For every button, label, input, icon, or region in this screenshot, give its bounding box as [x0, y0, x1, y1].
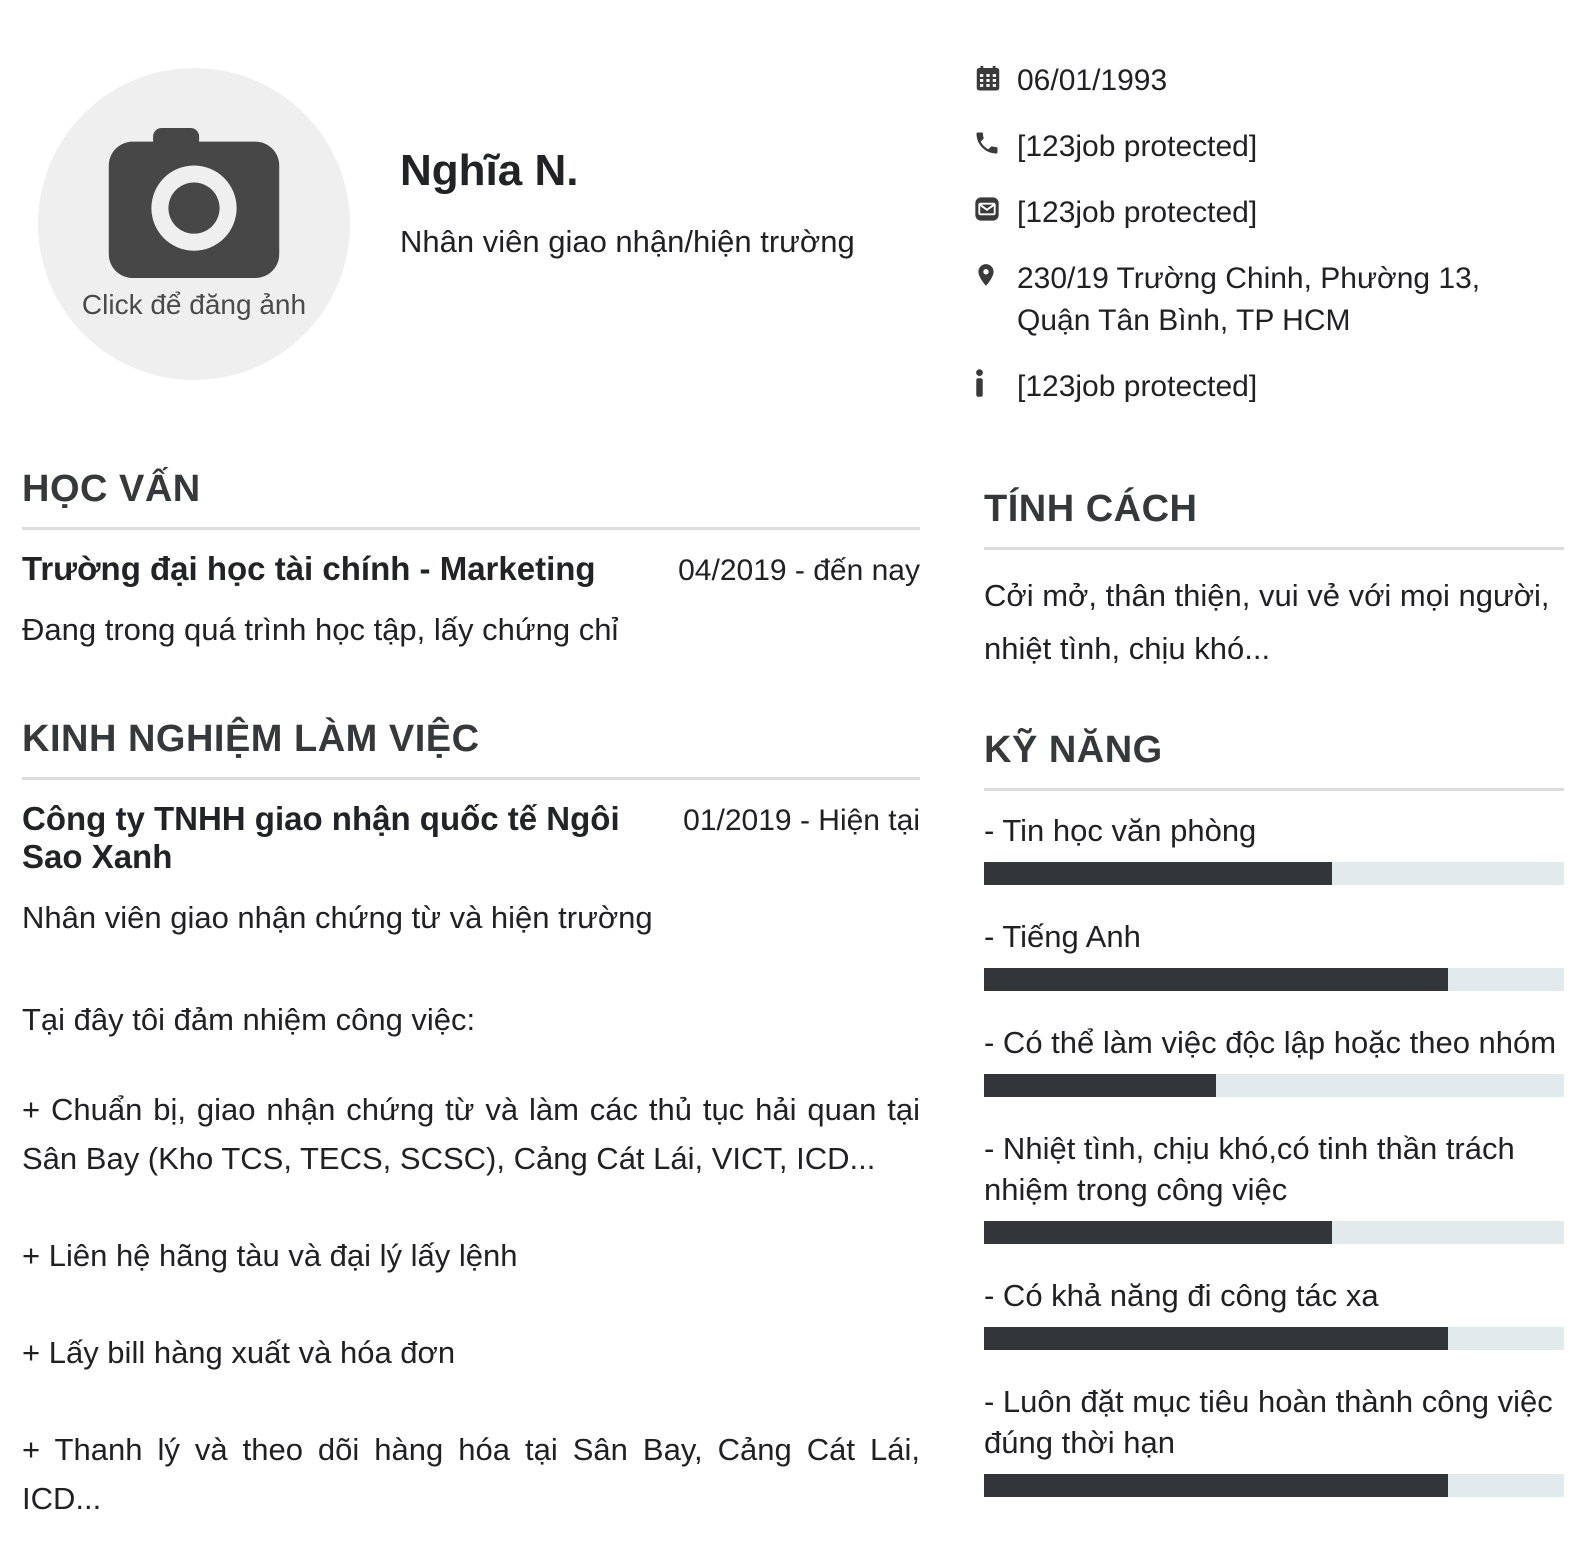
main-content	[0, 468, 1580, 1549]
experience-heading: KINH NGHIỆM LÀM VIỆC	[22, 718, 480, 761]
experience-period: 01/2019 - Hiện tại	[683, 804, 920, 838]
contact-info-row	[973, 366, 1565, 408]
personality-heading: TÍNH CÁCH	[984, 488, 1198, 530]
phone-value: [123job protected]	[1017, 130, 1258, 163]
contact-email-row	[973, 192, 1565, 234]
skill-bar	[984, 1474, 1564, 1497]
skill-label: - Nhiệt tình, chịu khó,có tinh thần trách nhiệm trong công việc	[984, 1131, 1515, 1207]
skill-item	[984, 1023, 1564, 1097]
skill-bar-fill	[984, 1327, 1448, 1350]
duty-item: + Chuẩn bị, giao nhận chứng từ và làm các thủ tục hải quan tại Sân Bay (Kho TCS, TECS, SCSC), Cảng Cát Lái, VICT, ICD...	[22, 1092, 920, 1177]
left-column	[22, 468, 920, 1529]
name-block	[400, 146, 855, 260]
experience-item	[22, 800, 920, 1524]
education-item	[22, 550, 920, 654]
contact-list	[973, 60, 1565, 432]
skill-bar-fill	[984, 1074, 1216, 1097]
personality-divider	[984, 547, 1564, 550]
skill-label: - Có khả năng đi công tác xa	[984, 1277, 1379, 1313]
skill-label: - Tin học văn phòng	[984, 813, 1257, 849]
skill-label: - Luôn đặt mục tiêu hoàn thành công việc đúng thời hạn	[984, 1383, 1553, 1460]
profile-name: Nghĩa N.	[400, 146, 579, 195]
section-education	[22, 468, 920, 654]
skill-label: - Tiếng Anh	[984, 919, 1141, 955]
contact-address-row	[973, 258, 1565, 342]
phone-icon	[973, 126, 1017, 162]
skill-bar	[984, 862, 1564, 885]
photo-upload-label: Click để đăng ảnh	[81, 288, 307, 320]
experience-entry-row	[22, 800, 920, 876]
email-value: [123job protected]	[1017, 196, 1258, 229]
education-entry-row	[22, 550, 920, 588]
skill-bar	[984, 1327, 1564, 1350]
skill-item	[984, 811, 1564, 885]
skill-bar	[984, 1221, 1564, 1244]
education-heading: HỌC VẤN	[22, 468, 201, 510]
skill-item	[984, 1276, 1564, 1350]
profile-photo-placeholder[interactable]	[38, 68, 350, 380]
right-column	[984, 488, 1564, 1529]
skill-bar	[984, 968, 1564, 991]
skill-item	[984, 917, 1564, 991]
skill-bar	[984, 1074, 1564, 1097]
skill-label: - Có thể làm việc độc lập hoặc theo nhóm	[984, 1025, 1557, 1061]
skills-divider	[984, 788, 1564, 791]
education-period: 04/2019 - đến nay	[678, 554, 920, 587]
skill-bar-fill	[984, 968, 1448, 991]
education-divider	[22, 527, 920, 530]
skill-item	[984, 1382, 1564, 1497]
duty-item: + Thanh lý và theo dõi hàng hóa tại Sân Bay, Cảng Cát Lái, ICD...	[22, 1431, 920, 1516]
skill-bar-fill	[984, 1474, 1448, 1497]
address-value: 230/19 Trường Chinh, Phường 13, Quận Tân Bình, TP HCM	[1017, 262, 1481, 337]
education-description: Đang trong quá trình học tập, lấy chứng chỉ	[22, 612, 619, 647]
skill-bar-fill	[984, 862, 1332, 885]
section-experience	[22, 718, 920, 1524]
calendar-icon	[973, 60, 1017, 98]
camera-icon	[108, 128, 280, 283]
email-icon	[973, 192, 1017, 228]
contact-birthday-row	[973, 60, 1565, 102]
info-icon	[973, 366, 1017, 402]
company-name: Công ty TNHH giao nhận quốc tế Ngôi Sao Xanh	[22, 800, 620, 876]
duty-item: + Liên hệ hãng tàu và đại lý lấy lệnh	[22, 1238, 518, 1274]
contact-phone-row	[973, 126, 1565, 168]
experience-divider	[22, 777, 920, 780]
duty-item: + Lấy bill hàng xuất và hóa đơn	[22, 1335, 456, 1370]
section-personality	[984, 488, 1564, 675]
school-name: Trường đại học tài chính - Marketing	[22, 550, 596, 587]
skill-item	[984, 1129, 1564, 1244]
info-value: [123job protected]	[1017, 370, 1258, 403]
duties-intro: Tại đây tôi đảm nhiệm công việc:	[22, 1002, 476, 1038]
skill-bar-fill	[984, 1221, 1332, 1244]
personality-text: Cởi mở, thân thiện, vui vẻ với mọi người, nhiệt tình, chịu khó...	[984, 578, 1550, 666]
profile-job-title: Nhân viên giao nhận/hiện trường	[400, 224, 855, 259]
header	[0, 0, 1580, 418]
location-icon	[973, 258, 1017, 294]
section-skills	[984, 729, 1564, 1496]
job-role: Nhân viên giao nhận chứng từ và hiện trường	[22, 900, 653, 936]
skills-heading: KỸ NĂNG	[984, 729, 1163, 772]
birthday-value: 06/01/1993	[1017, 64, 1168, 97]
